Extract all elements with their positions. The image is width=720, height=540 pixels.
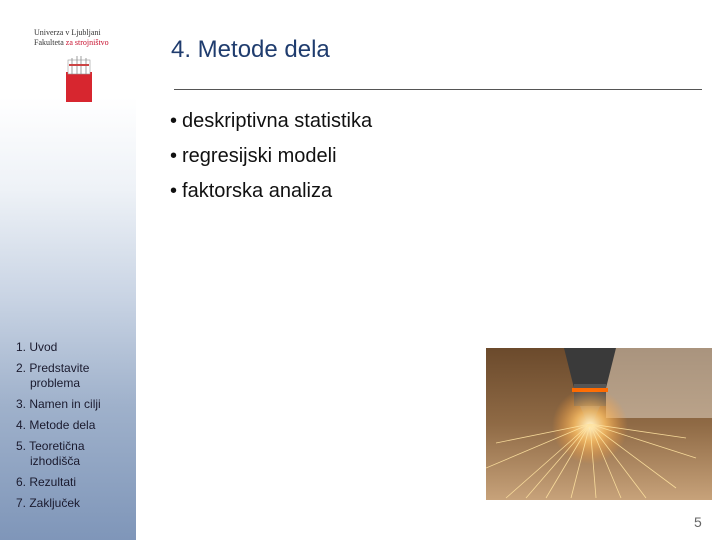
nav-item-rezultati[interactable]: 6. Rezultati bbox=[16, 475, 77, 489]
logo-faculty-name: Fakulteta za strojništvo bbox=[34, 38, 109, 47]
nav-item-problem[interactable]: 2. Predstavite problema bbox=[16, 361, 90, 390]
nav-item-uvod[interactable]: 1. Uvod bbox=[16, 340, 58, 354]
nav-item-metode[interactable]: 4. Metode dela bbox=[16, 418, 96, 432]
page-number: 5 bbox=[694, 514, 702, 530]
logo-university-name: Univerza v Ljubljani bbox=[34, 28, 101, 37]
faculty-logo bbox=[34, 28, 124, 104]
bullet-item: • regresijski modeli bbox=[170, 142, 372, 177]
title-divider bbox=[174, 89, 702, 90]
laser-cutting-photo bbox=[486, 348, 712, 500]
bullet-item: • faktorska analiza bbox=[170, 177, 372, 212]
slide-title: 4. Metode dela bbox=[171, 36, 330, 63]
nav-item-namen[interactable]: 3. Namen in cilji bbox=[16, 397, 101, 411]
nav-item-teoreticna[interactable]: 5. Teoretična izhodišča bbox=[16, 439, 85, 468]
building-icon bbox=[66, 54, 92, 102]
nav-item-zakljucek[interactable]: 7. Zaključek bbox=[16, 496, 81, 510]
bullet-list bbox=[170, 107, 372, 212]
bullet-item: • deskriptivna statistika bbox=[170, 107, 372, 142]
section-nav bbox=[16, 340, 134, 517]
